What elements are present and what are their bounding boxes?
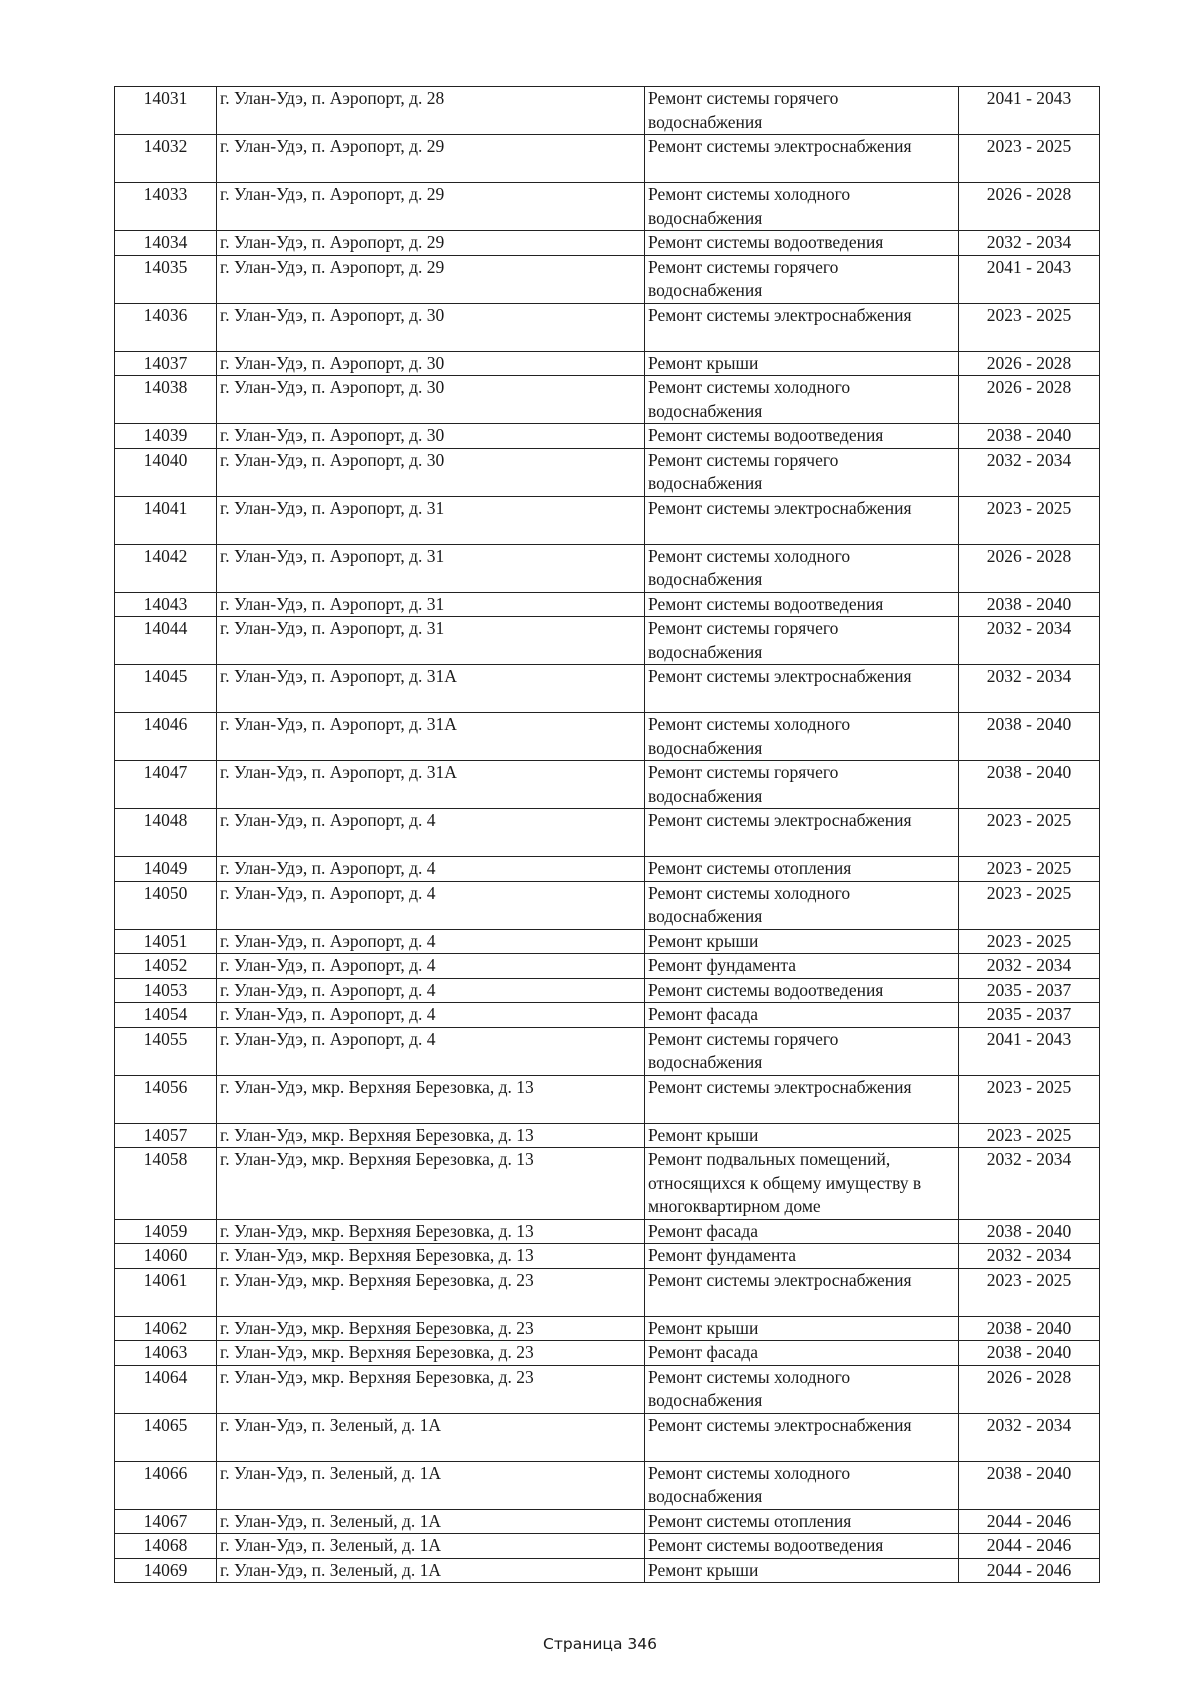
row-period: 2038 - 2040 [959, 424, 1100, 449]
row-number: 14044 [115, 617, 217, 665]
row-address: г. Улан-Удэ, п. Зеленый, д. 1А [217, 1461, 645, 1509]
row-period: 2032 - 2034 [959, 665, 1100, 713]
table-row [115, 303, 1100, 351]
row-address: г. Улан-Удэ, мкр. Верхняя Березовка, д. 13 [217, 1244, 645, 1269]
row-address: г. Улан-Удэ, мкр. Верхняя Березовка, д. 23 [217, 1341, 645, 1366]
row-period: 2032 - 2034 [959, 448, 1100, 496]
row-number: 14048 [115, 809, 217, 857]
row-period: 2023 - 2025 [959, 1075, 1100, 1123]
row-period: 2041 - 2043 [959, 87, 1100, 135]
row-number: 14056 [115, 1075, 217, 1123]
row-period: 2023 - 2025 [959, 881, 1100, 929]
table-row [115, 1341, 1100, 1366]
table-body [115, 87, 1100, 1583]
table-row [115, 1027, 1100, 1075]
row-period: 2023 - 2025 [959, 303, 1100, 351]
row-address: г. Улан-Удэ, п. Аэропорт, д. 31А [217, 761, 645, 809]
row-work-type: Ремонт системы горячего водоснабжения [645, 1027, 959, 1075]
row-work-type: Ремонт системы горячего водоснабжения [645, 87, 959, 135]
table-row [115, 1365, 1100, 1413]
row-period: 2026 - 2028 [959, 351, 1100, 376]
row-work-type: Ремонт системы холодного водоснабжения [645, 713, 959, 761]
row-work-type: Ремонт системы горячего водоснабжения [645, 448, 959, 496]
table-row [115, 376, 1100, 424]
row-work-type: Ремонт системы электроснабжения [645, 665, 959, 713]
row-address: г. Улан-Удэ, п. Аэропорт, д. 4 [217, 954, 645, 979]
table-row [115, 857, 1100, 882]
row-address: г. Улан-Удэ, п. Аэропорт, д. 30 [217, 376, 645, 424]
row-address: г. Улан-Удэ, п. Зеленый, д. 1А [217, 1413, 645, 1461]
row-work-type: Ремонт системы электроснабжения [645, 1413, 959, 1461]
row-work-type: Ремонт фундамента [645, 954, 959, 979]
table-row [115, 809, 1100, 857]
table-row [115, 1123, 1100, 1148]
table-row [115, 1316, 1100, 1341]
row-number: 14040 [115, 448, 217, 496]
row-address: г. Улан-Удэ, мкр. Верхняя Березовка, д. 13 [217, 1123, 645, 1148]
row-period: 2032 - 2034 [959, 231, 1100, 256]
row-work-type: Ремонт системы водоотведения [645, 592, 959, 617]
row-period: 2044 - 2046 [959, 1509, 1100, 1534]
row-period: 2038 - 2040 [959, 713, 1100, 761]
table-row [115, 1003, 1100, 1028]
row-period: 2023 - 2025 [959, 1268, 1100, 1316]
row-number: 14060 [115, 1244, 217, 1269]
row-period: 2041 - 2043 [959, 1027, 1100, 1075]
row-address: г. Улан-Удэ, мкр. Верхняя Березовка, д. 23 [217, 1268, 645, 1316]
table-row [115, 978, 1100, 1003]
row-work-type: Ремонт системы водоотведения [645, 1534, 959, 1559]
row-number: 14038 [115, 376, 217, 424]
row-period: 2026 - 2028 [959, 183, 1100, 231]
row-number: 14052 [115, 954, 217, 979]
row-address: г. Улан-Удэ, п. Аэропорт, д. 4 [217, 1003, 645, 1028]
row-period: 2023 - 2025 [959, 496, 1100, 544]
table-row [115, 881, 1100, 929]
row-address: г. Улан-Удэ, п. Аэропорт, д. 31 [217, 544, 645, 592]
row-number: 14045 [115, 665, 217, 713]
row-work-type: Ремонт крыши [645, 1123, 959, 1148]
row-work-type: Ремонт фасада [645, 1341, 959, 1366]
row-number: 14054 [115, 1003, 217, 1028]
row-number: 14069 [115, 1558, 217, 1583]
table-row [115, 1509, 1100, 1534]
row-number: 14042 [115, 544, 217, 592]
table-row [115, 424, 1100, 449]
row-work-type: Ремонт крыши [645, 1316, 959, 1341]
row-work-type: Ремонт системы холодного водоснабжения [645, 376, 959, 424]
table-row [115, 1413, 1100, 1461]
row-number: 14059 [115, 1219, 217, 1244]
row-address: г. Улан-Удэ, мкр. Верхняя Березовка, д. 13 [217, 1148, 645, 1220]
row-address: г. Улан-Удэ, п. Аэропорт, д. 30 [217, 424, 645, 449]
row-period: 2023 - 2025 [959, 857, 1100, 882]
row-address: г. Улан-Удэ, п. Аэропорт, д. 31 [217, 496, 645, 544]
table-row [115, 761, 1100, 809]
table-row [115, 135, 1100, 183]
row-number: 14033 [115, 183, 217, 231]
row-period: 2032 - 2034 [959, 1244, 1100, 1269]
row-address: г. Улан-Удэ, п. Аэропорт, д. 4 [217, 881, 645, 929]
row-address: г. Улан-Удэ, п. Аэропорт, д. 30 [217, 303, 645, 351]
row-number: 14066 [115, 1461, 217, 1509]
table-row [115, 713, 1100, 761]
row-work-type: Ремонт системы холодного водоснабжения [645, 183, 959, 231]
row-work-type: Ремонт системы электроснабжения [645, 135, 959, 183]
row-work-type: Ремонт системы отопления [645, 1509, 959, 1534]
row-number: 14062 [115, 1316, 217, 1341]
row-work-type: Ремонт системы холодного водоснабжения [645, 1365, 959, 1413]
row-work-type: Ремонт крыши [645, 351, 959, 376]
row-work-type: Ремонт системы водоотведения [645, 231, 959, 256]
table-row [115, 954, 1100, 979]
row-address: г. Улан-Удэ, п. Аэропорт, д. 29 [217, 231, 645, 256]
table-row [115, 1244, 1100, 1269]
row-address: г. Улан-Удэ, мкр. Верхняя Березовка, д. 13 [217, 1075, 645, 1123]
row-number: 14053 [115, 978, 217, 1003]
row-period: 2023 - 2025 [959, 809, 1100, 857]
row-work-type: Ремонт системы горячего водоснабжения [645, 761, 959, 809]
row-work-type: Ремонт системы водоотведения [645, 978, 959, 1003]
row-number: 14055 [115, 1027, 217, 1075]
row-number: 14031 [115, 87, 217, 135]
repair-schedule-table [114, 86, 1100, 1583]
row-work-type: Ремонт системы электроснабжения [645, 496, 959, 544]
row-number: 14061 [115, 1268, 217, 1316]
row-address: г. Улан-Удэ, п. Зеленый, д. 1А [217, 1558, 645, 1583]
row-work-type: Ремонт крыши [645, 1558, 959, 1583]
row-address: г. Улан-Удэ, п. Аэропорт, д. 4 [217, 929, 645, 954]
row-period: 2026 - 2028 [959, 1365, 1100, 1413]
row-address: г. Улан-Удэ, мкр. Верхняя Березовка, д. 13 [217, 1219, 645, 1244]
row-work-type: Ремонт фасада [645, 1219, 959, 1244]
row-number: 14043 [115, 592, 217, 617]
row-number: 14035 [115, 255, 217, 303]
row-period: 2038 - 2040 [959, 1219, 1100, 1244]
row-number: 14065 [115, 1413, 217, 1461]
row-number: 14047 [115, 761, 217, 809]
table-row [115, 255, 1100, 303]
row-work-type: Ремонт системы холодного водоснабжения [645, 1461, 959, 1509]
table-row [115, 87, 1100, 135]
row-work-type: Ремонт подвальных помещений, относящихся к общему имуществу в многоквартирном доме [645, 1148, 959, 1220]
page-number-footer: Страница 346 [543, 1635, 657, 1653]
row-address: г. Улан-Удэ, п. Аэропорт, д. 29 [217, 135, 645, 183]
row-work-type: Ремонт системы горячего водоснабжения [645, 255, 959, 303]
row-address: г. Улан-Удэ, п. Аэропорт, д. 4 [217, 857, 645, 882]
row-period: 2023 - 2025 [959, 929, 1100, 954]
row-number: 14041 [115, 496, 217, 544]
row-address: г. Улан-Удэ, п. Аэропорт, д. 30 [217, 448, 645, 496]
row-period: 2032 - 2034 [959, 1413, 1100, 1461]
table-row [115, 183, 1100, 231]
row-number: 14064 [115, 1365, 217, 1413]
row-period: 2032 - 2034 [959, 1148, 1100, 1220]
table-row [115, 1558, 1100, 1583]
row-number: 14067 [115, 1509, 217, 1534]
table-row [115, 496, 1100, 544]
row-address: г. Улан-Удэ, п. Аэропорт, д. 29 [217, 255, 645, 303]
row-work-type: Ремонт системы электроснабжения [645, 303, 959, 351]
row-address: г. Улан-Удэ, п. Аэропорт, д. 31 [217, 617, 645, 665]
row-address: г. Улан-Удэ, п. Аэропорт, д. 4 [217, 1027, 645, 1075]
row-address: г. Улан-Удэ, п. Аэропорт, д. 30 [217, 351, 645, 376]
row-number: 14034 [115, 231, 217, 256]
table-row [115, 1075, 1100, 1123]
row-period: 2035 - 2037 [959, 1003, 1100, 1028]
table-row [115, 1268, 1100, 1316]
row-number: 14057 [115, 1123, 217, 1148]
row-work-type: Ремонт фундамента [645, 1244, 959, 1269]
row-address: г. Улан-Удэ, п. Аэропорт, д. 31А [217, 713, 645, 761]
row-period: 2032 - 2034 [959, 954, 1100, 979]
row-address: г. Улан-Удэ, п. Аэропорт, д. 31А [217, 665, 645, 713]
row-number: 14063 [115, 1341, 217, 1366]
row-number: 14049 [115, 857, 217, 882]
table-row [115, 1534, 1100, 1559]
row-period: 2026 - 2028 [959, 376, 1100, 424]
row-work-type: Ремонт крыши [645, 929, 959, 954]
row-number: 14050 [115, 881, 217, 929]
row-work-type: Ремонт системы холодного водоснабжения [645, 544, 959, 592]
row-period: 2041 - 2043 [959, 255, 1100, 303]
row-period: 2026 - 2028 [959, 544, 1100, 592]
row-address: г. Улан-Удэ, п. Аэропорт, д. 28 [217, 87, 645, 135]
table-row [115, 448, 1100, 496]
row-work-type: Ремонт фасада [645, 1003, 959, 1028]
table-row [115, 1461, 1100, 1509]
row-number: 14051 [115, 929, 217, 954]
row-number: 14068 [115, 1534, 217, 1559]
row-period: 2038 - 2040 [959, 1461, 1100, 1509]
table-row [115, 1219, 1100, 1244]
table-row [115, 231, 1100, 256]
row-period: 2032 - 2034 [959, 617, 1100, 665]
row-period: 2038 - 2040 [959, 761, 1100, 809]
row-work-type: Ремонт системы электроснабжения [645, 809, 959, 857]
table-row [115, 1148, 1100, 1220]
row-address: г. Улан-Удэ, мкр. Верхняя Березовка, д. 23 [217, 1316, 645, 1341]
row-work-type: Ремонт системы горячего водоснабжения [645, 617, 959, 665]
row-work-type: Ремонт системы водоотведения [645, 424, 959, 449]
row-period: 2044 - 2046 [959, 1558, 1100, 1583]
table-row [115, 351, 1100, 376]
row-address: г. Улан-Удэ, п. Зеленый, д. 1А [217, 1534, 645, 1559]
row-work-type: Ремонт системы электроснабжения [645, 1075, 959, 1123]
row-address: г. Улан-Удэ, п. Зеленый, д. 1А [217, 1509, 645, 1534]
row-number: 14046 [115, 713, 217, 761]
table-row [115, 929, 1100, 954]
row-address: г. Улан-Удэ, п. Аэропорт, д. 31 [217, 592, 645, 617]
row-period: 2035 - 2037 [959, 978, 1100, 1003]
row-period: 2023 - 2025 [959, 135, 1100, 183]
row-period: 2038 - 2040 [959, 592, 1100, 617]
row-number: 14037 [115, 351, 217, 376]
row-address: г. Улан-Удэ, п. Аэропорт, д. 4 [217, 809, 645, 857]
row-period: 2038 - 2040 [959, 1341, 1100, 1366]
row-work-type: Ремонт системы отопления [645, 857, 959, 882]
table-row [115, 592, 1100, 617]
row-period: 2038 - 2040 [959, 1316, 1100, 1341]
row-work-type: Ремонт системы холодного водоснабжения [645, 881, 959, 929]
row-address: г. Улан-Удэ, п. Аэропорт, д. 4 [217, 978, 645, 1003]
row-address: г. Улан-Удэ, мкр. Верхняя Березовка, д. 23 [217, 1365, 645, 1413]
table-row [115, 544, 1100, 592]
row-number: 14036 [115, 303, 217, 351]
row-number: 14032 [115, 135, 217, 183]
row-number: 14058 [115, 1148, 217, 1220]
row-period: 2044 - 2046 [959, 1534, 1100, 1559]
row-period: 2023 - 2025 [959, 1123, 1100, 1148]
row-address: г. Улан-Удэ, п. Аэропорт, д. 29 [217, 183, 645, 231]
row-work-type: Ремонт системы электроснабжения [645, 1268, 959, 1316]
table-row [115, 665, 1100, 713]
table-row [115, 617, 1100, 665]
row-number: 14039 [115, 424, 217, 449]
